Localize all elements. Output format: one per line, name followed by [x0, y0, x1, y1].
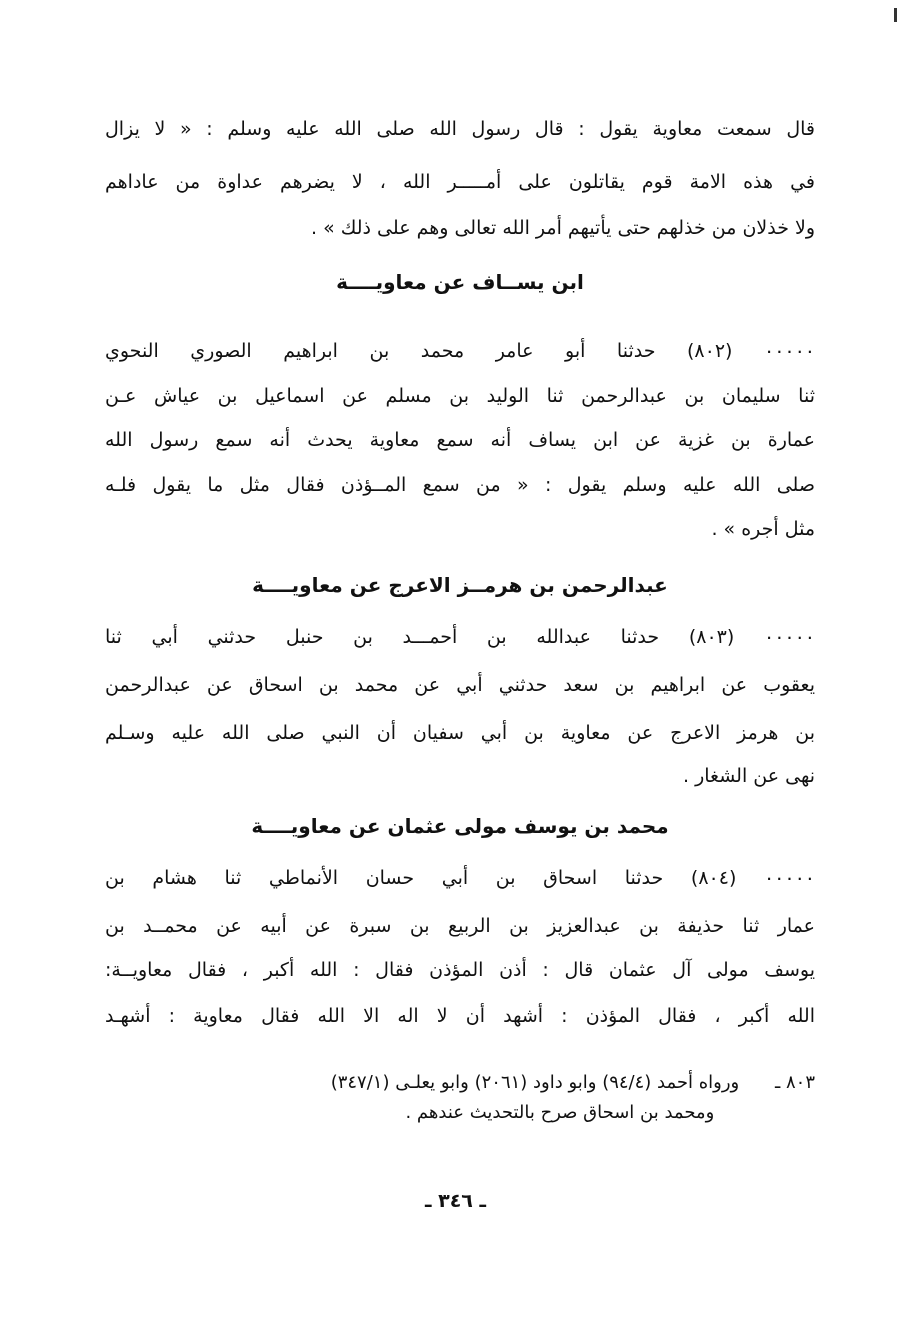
body-line: قال سمعت معاوية يقول : قال رسول الله صلى الله عليه وسلم : « لا يزال — [105, 118, 815, 140]
page-number: ـ ٣٤٦ ـ — [424, 1190, 486, 1212]
body-line: يوسف مولى آل عثمان قال : أذن المؤذن فقال : الله أكبر ، فقال معاويــة: — [105, 959, 815, 981]
section-heading: ابن يســاف عن معاويــــة — [336, 270, 584, 294]
footnote-number: ٨٠٣ ـ — [774, 1072, 815, 1093]
section-heading: محمد بن يوسف مولى عثمان عن معاويــــة — [251, 814, 669, 838]
body-line: ولا خذلان من خذلهم حتى يأتيهم أمر الله تعالى وهم على ذلك » . — [311, 217, 815, 239]
body-line: صلى الله عليه وسلم يقول : « من سمع المــؤذن فقال مثل ما يقول فلـه — [105, 474, 815, 496]
body-line: ٠٠٠٠٠ (٨٠٤) حدثنا اسحاق بن أبي حسان الأنماطي ثنا هشام بن — [105, 867, 815, 889]
body-line: عمار ثنا حذيفة بن عبدالعزيز بن الربيع بن سبرة عن أبيه عن محمــد بن — [105, 915, 815, 937]
footnote-text: ومحمد بن اسحاق صرح بالتحديث عندهم . — [405, 1102, 715, 1123]
body-line: نهى عن الشغار . — [683, 765, 815, 787]
body-line: الله أكبر ، فقال المؤذن : أشهد أن لا اله الا الله فقال معاوية : أشهـد — [105, 1005, 815, 1027]
footnote-line — [105, 1070, 815, 1096]
body-line: في هذه الامة قوم يقاتلون على أمـــــر الله ، لا يضرهم عداوة من عاداهم — [105, 171, 815, 193]
footnote-line — [105, 1100, 815, 1126]
body-line: يعقوب عن ابراهيم بن سعد حدثني أبي عن محمد بن اسحاق عن عبدالرحمن — [105, 674, 815, 696]
body-line: ٠٠٠٠٠ (٨٠٢) حدثنا أبو عامر محمد بن ابراهيم الصوري النحوي — [105, 340, 815, 362]
body-line: بن هرمز الاعرج عن معاوية بن أبي سفيان أن النبي صلى الله عليه وسـلم — [105, 722, 815, 744]
scan-mark — [894, 8, 897, 22]
footnote-text: ورواه أحمد (٩٤/٤) وابو داود (٢٠٦١) وابو يعلـى (٣٤٧/١) — [330, 1072, 740, 1093]
section-heading: عبدالرحمن بن هرمــز الاعرج عن معاويــــة — [252, 573, 668, 597]
body-line: مثل أجره » . — [711, 518, 815, 540]
body-line: ثنا سليمان بن عبدالرحمن ثنا الوليد بن مسلم عن اسماعيل بن عياش عـن — [105, 385, 815, 407]
body-line: عمارة بن غزية عن ابن يساف أنه سمع معاوية يحدث أنه سمع رسول الله — [105, 429, 815, 451]
body-line: ٠٠٠٠٠ (٨٠٣) حدثنا عبدالله بن أحمـــد بن حنبل حدثني أبي ثنا — [105, 626, 815, 648]
